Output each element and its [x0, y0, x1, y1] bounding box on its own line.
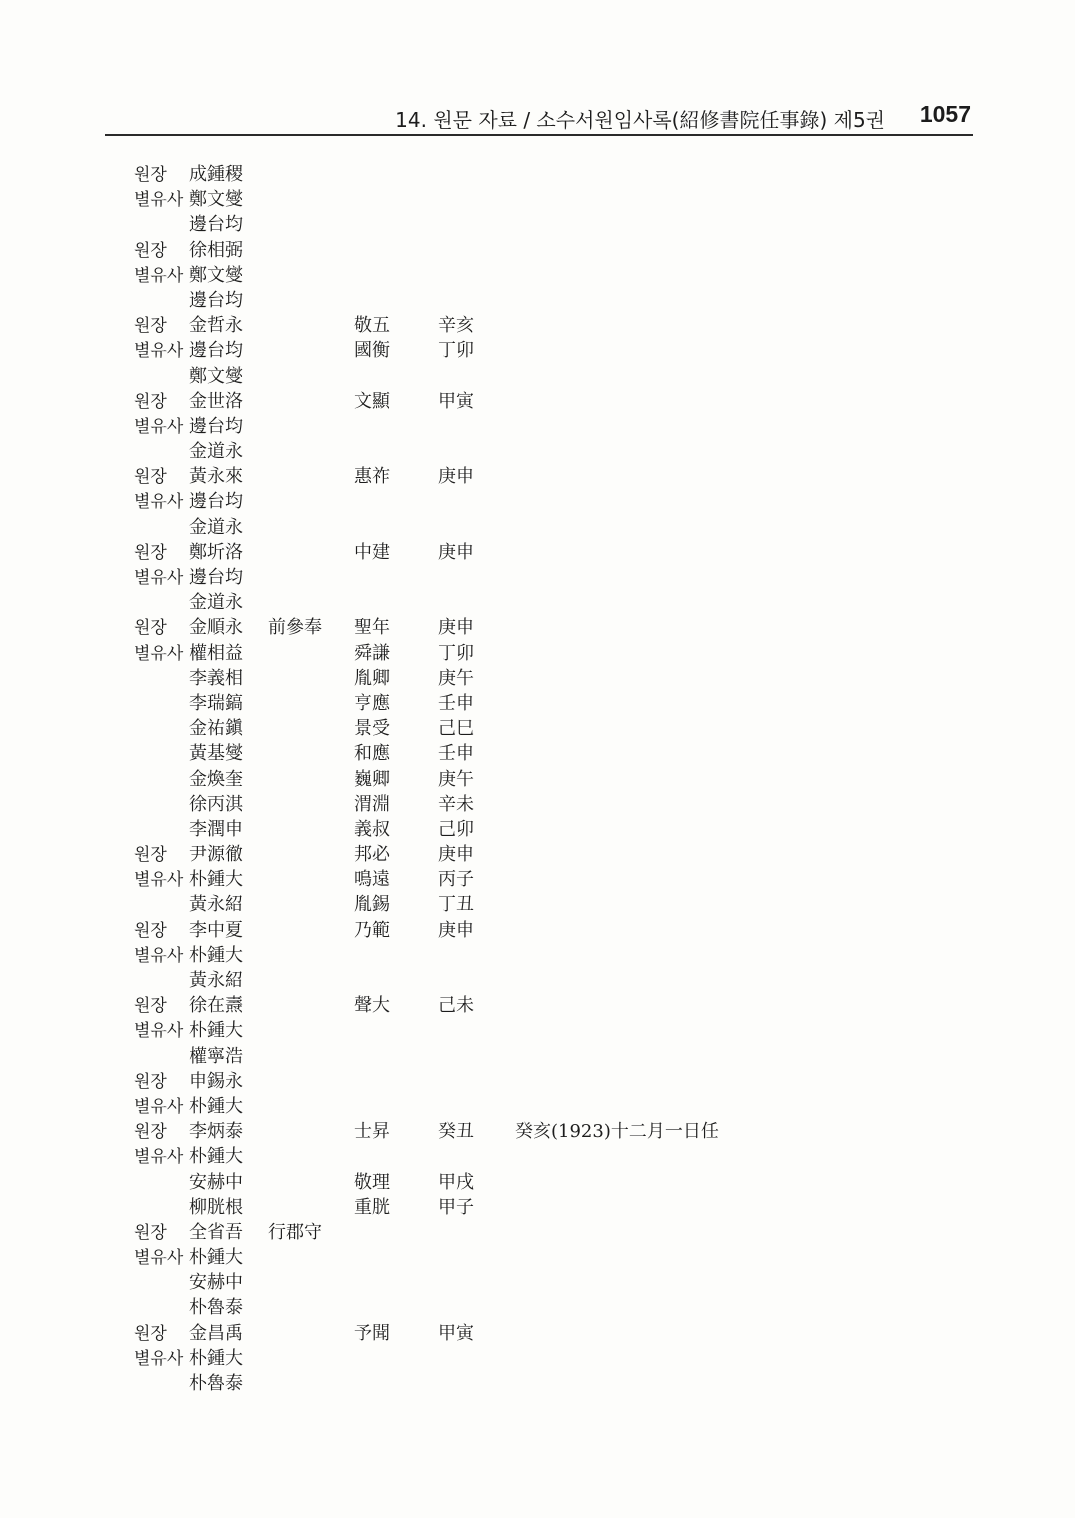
record-name: 徐丙淇 [189, 793, 243, 815]
record-row [0, 890, 1075, 915]
record-birth-year: 丁卯 [438, 642, 474, 664]
record-name: 金順永 [189, 617, 243, 639]
record-courtesy-name: 義叔 [354, 818, 390, 840]
record-title: 별유사 [134, 870, 184, 891]
record-birth-year: 甲戌 [438, 1171, 474, 1193]
record-courtesy-name: 士昇 [354, 1121, 390, 1143]
record-name: 權寧浩 [189, 1045, 243, 1067]
record-row [0, 815, 1075, 840]
record-name: 朴魯泰 [189, 1297, 243, 1319]
record-title: 원장 [134, 240, 167, 261]
record-courtesy-name: 渭淵 [354, 793, 390, 815]
record-name: 黃永來 [189, 466, 243, 488]
record-row [0, 664, 1075, 689]
record-row [0, 362, 1075, 387]
record-row [0, 1092, 1075, 1117]
record-note: 癸亥(1923)十二月一日任 [515, 1121, 719, 1143]
record-title: 별유사 [134, 1021, 184, 1042]
record-birth-year: 甲子 [438, 1196, 474, 1218]
record-courtesy-name: 聲大 [354, 995, 390, 1017]
record-row [0, 538, 1075, 563]
record-row [0, 487, 1075, 512]
record-title: 별유사 [134, 1096, 184, 1117]
record-name: 尹源徹 [189, 844, 243, 866]
record-name: 李瑞鎬 [189, 692, 243, 714]
running-header [105, 98, 973, 136]
record-name: 徐相弼 [189, 239, 243, 261]
record-row [0, 1168, 1075, 1193]
record-name: 李潤申 [189, 818, 243, 840]
record-birth-year: 己未 [438, 995, 474, 1017]
record-birth-year: 庚申 [438, 466, 474, 488]
record-title: 원장 [134, 1222, 167, 1243]
record-row [0, 437, 1075, 462]
record-title: 원장 [134, 920, 167, 941]
record-name: 金道永 [189, 441, 243, 463]
record-title: 원장 [134, 467, 167, 488]
record-birth-year: 庚申 [438, 617, 474, 639]
record-courtesy-name: 予聞 [354, 1322, 390, 1344]
record-row [0, 1344, 1075, 1369]
record-row [0, 1369, 1075, 1394]
record-title: 별유사 [134, 341, 184, 362]
record-courtesy-name: 文顯 [354, 390, 390, 412]
page-number: 1057 [919, 101, 971, 127]
record-name: 朴魯泰 [189, 1373, 243, 1394]
record-name: 朴鍾大 [189, 1146, 243, 1168]
record-row [0, 236, 1075, 261]
record-row [0, 1293, 1075, 1318]
record-title: 별유사 [134, 945, 184, 966]
record-courtesy-name: 中建 [354, 541, 390, 563]
record-courtesy-name: 和應 [354, 743, 390, 765]
record-name: 金煥奎 [189, 768, 243, 790]
record-row [0, 1243, 1075, 1268]
record-title: 별유사 [134, 265, 184, 286]
record-row [0, 286, 1075, 311]
record-row [0, 991, 1075, 1016]
record-row [0, 1218, 1075, 1243]
record-name: 申錫永 [189, 1070, 243, 1092]
record-name: 邊台均 [189, 214, 243, 236]
record-row [0, 1142, 1075, 1167]
record-courtesy-name: 敬五 [354, 315, 390, 337]
record-name: 金道永 [189, 592, 243, 614]
record-name: 朴鍾大 [189, 1247, 243, 1269]
record-name: 邊台均 [189, 289, 243, 311]
record-name: 權相益 [189, 642, 243, 664]
record-row [0, 1117, 1075, 1142]
record-row [0, 160, 1075, 185]
record-name: 朴鍾大 [189, 1347, 243, 1369]
record-birth-year: 己巳 [438, 718, 474, 740]
record-row [0, 1268, 1075, 1293]
record-office: 行郡守 [268, 1221, 322, 1243]
record-row [0, 563, 1075, 588]
record-birth-year: 甲寅 [438, 1322, 474, 1344]
record-title: 별유사 [134, 643, 184, 664]
record-office: 前參奉 [268, 617, 322, 639]
record-title: 원장 [134, 1071, 167, 1092]
record-title: 별유사 [134, 568, 184, 588]
record-birth-year: 甲寅 [438, 390, 474, 412]
record-title: 별유사 [134, 416, 184, 437]
record-row [0, 513, 1075, 538]
record-name: 安赫中 [189, 1272, 243, 1294]
record-name: 鄭文燮 [189, 365, 243, 387]
header-title: 14. 원문 자료 / 소수서원임사록(紹修書院任事錄) 제5권 [395, 108, 885, 132]
record-name: 成鍾稷 [189, 164, 243, 185]
record-birth-year: 丁丑 [438, 894, 474, 916]
record-name: 金昌禹 [189, 1322, 243, 1344]
record-birth-year: 庚申 [438, 541, 474, 563]
record-name: 邊台均 [189, 491, 243, 513]
record-courtesy-name: 胤錫 [354, 894, 390, 916]
record-row [0, 714, 1075, 739]
record-courtesy-name: 重胱 [354, 1196, 390, 1218]
record-title: 별유사 [134, 1147, 184, 1168]
record-title: 원장 [134, 391, 167, 412]
record-name: 金祐鎭 [189, 718, 243, 740]
record-name: 安赫中 [189, 1171, 243, 1193]
record-birth-year: 辛亥 [438, 315, 474, 337]
record-row [0, 790, 1075, 815]
record-name: 柳胱根 [189, 1196, 243, 1218]
record-row [0, 1042, 1075, 1067]
record-name: 徐在燾 [189, 995, 243, 1017]
record-birth-year: 丁卯 [438, 340, 474, 362]
record-courtesy-name: 乃範 [354, 919, 390, 941]
record-name: 金道永 [189, 516, 243, 538]
record-birth-year: 己卯 [438, 818, 474, 840]
record-name: 李中夏 [189, 919, 243, 941]
record-courtesy-name: 敬理 [354, 1171, 390, 1193]
record-name: 朴鍾大 [189, 1020, 243, 1042]
record-title: 원장 [134, 618, 167, 639]
record-courtesy-name: 景受 [354, 718, 390, 740]
record-row [0, 261, 1075, 286]
record-name: 黃永紹 [189, 894, 243, 916]
record-title: 원장 [134, 542, 167, 563]
record-birth-year: 癸丑 [438, 1121, 474, 1143]
record-courtesy-name: 惠祚 [354, 466, 390, 488]
record-name: 邊台均 [189, 415, 243, 437]
record-name: 黃永紹 [189, 970, 243, 991]
record-row [0, 689, 1075, 714]
record-name: 鄭文燮 [189, 189, 243, 211]
record-title: 별유사 [134, 190, 184, 211]
record-birth-year: 丙子 [438, 869, 474, 891]
record-title: 원장 [134, 1323, 167, 1344]
record-birth-year: 辛未 [438, 793, 474, 815]
record-name: 金哲永 [189, 315, 243, 337]
record-row [0, 462, 1075, 487]
record-name: 李義相 [189, 667, 243, 689]
record-birth-year: 壬申 [438, 692, 474, 714]
record-name: 鄭文燮 [189, 264, 243, 286]
record-row [0, 588, 1075, 613]
record-birth-year: 壬申 [438, 743, 474, 765]
record-name: 黃基燮 [189, 743, 243, 765]
record-row [0, 336, 1075, 361]
record-title: 원장 [134, 165, 167, 185]
record-row [0, 210, 1075, 235]
record-name: 鄭圻洛 [189, 541, 243, 563]
record-name: 朴鍾大 [189, 869, 243, 891]
record-courtesy-name: 舜謙 [354, 642, 390, 664]
record-row [0, 865, 1075, 890]
record-row [0, 966, 1075, 991]
record-birth-year: 庚午 [438, 768, 474, 790]
record-row [0, 739, 1075, 764]
record-birth-year: 庚申 [438, 919, 474, 941]
record-row [0, 185, 1075, 210]
record-row [0, 941, 1075, 966]
record-row [0, 1016, 1075, 1041]
record-title: 원장 [134, 996, 167, 1017]
record-row [0, 1067, 1075, 1092]
record-courtesy-name: 鳴遠 [354, 869, 390, 891]
record-title: 원장 [134, 845, 167, 866]
record-row [0, 1193, 1075, 1218]
record-title: 원장 [134, 1122, 167, 1143]
record-name: 朴鍾大 [189, 1095, 243, 1117]
record-courtesy-name: 胤卿 [354, 667, 390, 689]
record-name: 金世洛 [189, 390, 243, 412]
record-row [0, 639, 1075, 664]
record-name: 朴鍾大 [189, 944, 243, 966]
record-name: 邊台均 [189, 340, 243, 362]
record-row [0, 840, 1075, 865]
record-courtesy-name: 聖年 [354, 617, 390, 639]
record-row [0, 765, 1075, 790]
record-courtesy-name: 國衡 [354, 340, 390, 362]
record-courtesy-name: 邦必 [354, 844, 390, 866]
record-row [0, 311, 1075, 336]
record-row [0, 387, 1075, 412]
record-name: 李炳泰 [189, 1121, 243, 1143]
record-row [0, 1319, 1075, 1344]
record-birth-year: 庚申 [438, 844, 474, 866]
record-birth-year: 庚午 [438, 667, 474, 689]
record-name: 邊台均 [189, 567, 243, 588]
record-row [0, 916, 1075, 941]
record-name: 全省吾 [189, 1221, 243, 1243]
record-title: 별유사 [134, 492, 184, 513]
record-courtesy-name: 巍卿 [354, 768, 390, 790]
record-list [0, 160, 1075, 1394]
record-courtesy-name: 亨應 [354, 692, 390, 714]
record-row [0, 412, 1075, 437]
record-row [0, 613, 1075, 638]
record-title: 별유사 [134, 1348, 184, 1369]
record-title: 원장 [134, 316, 167, 337]
record-title: 별유사 [134, 1248, 184, 1269]
